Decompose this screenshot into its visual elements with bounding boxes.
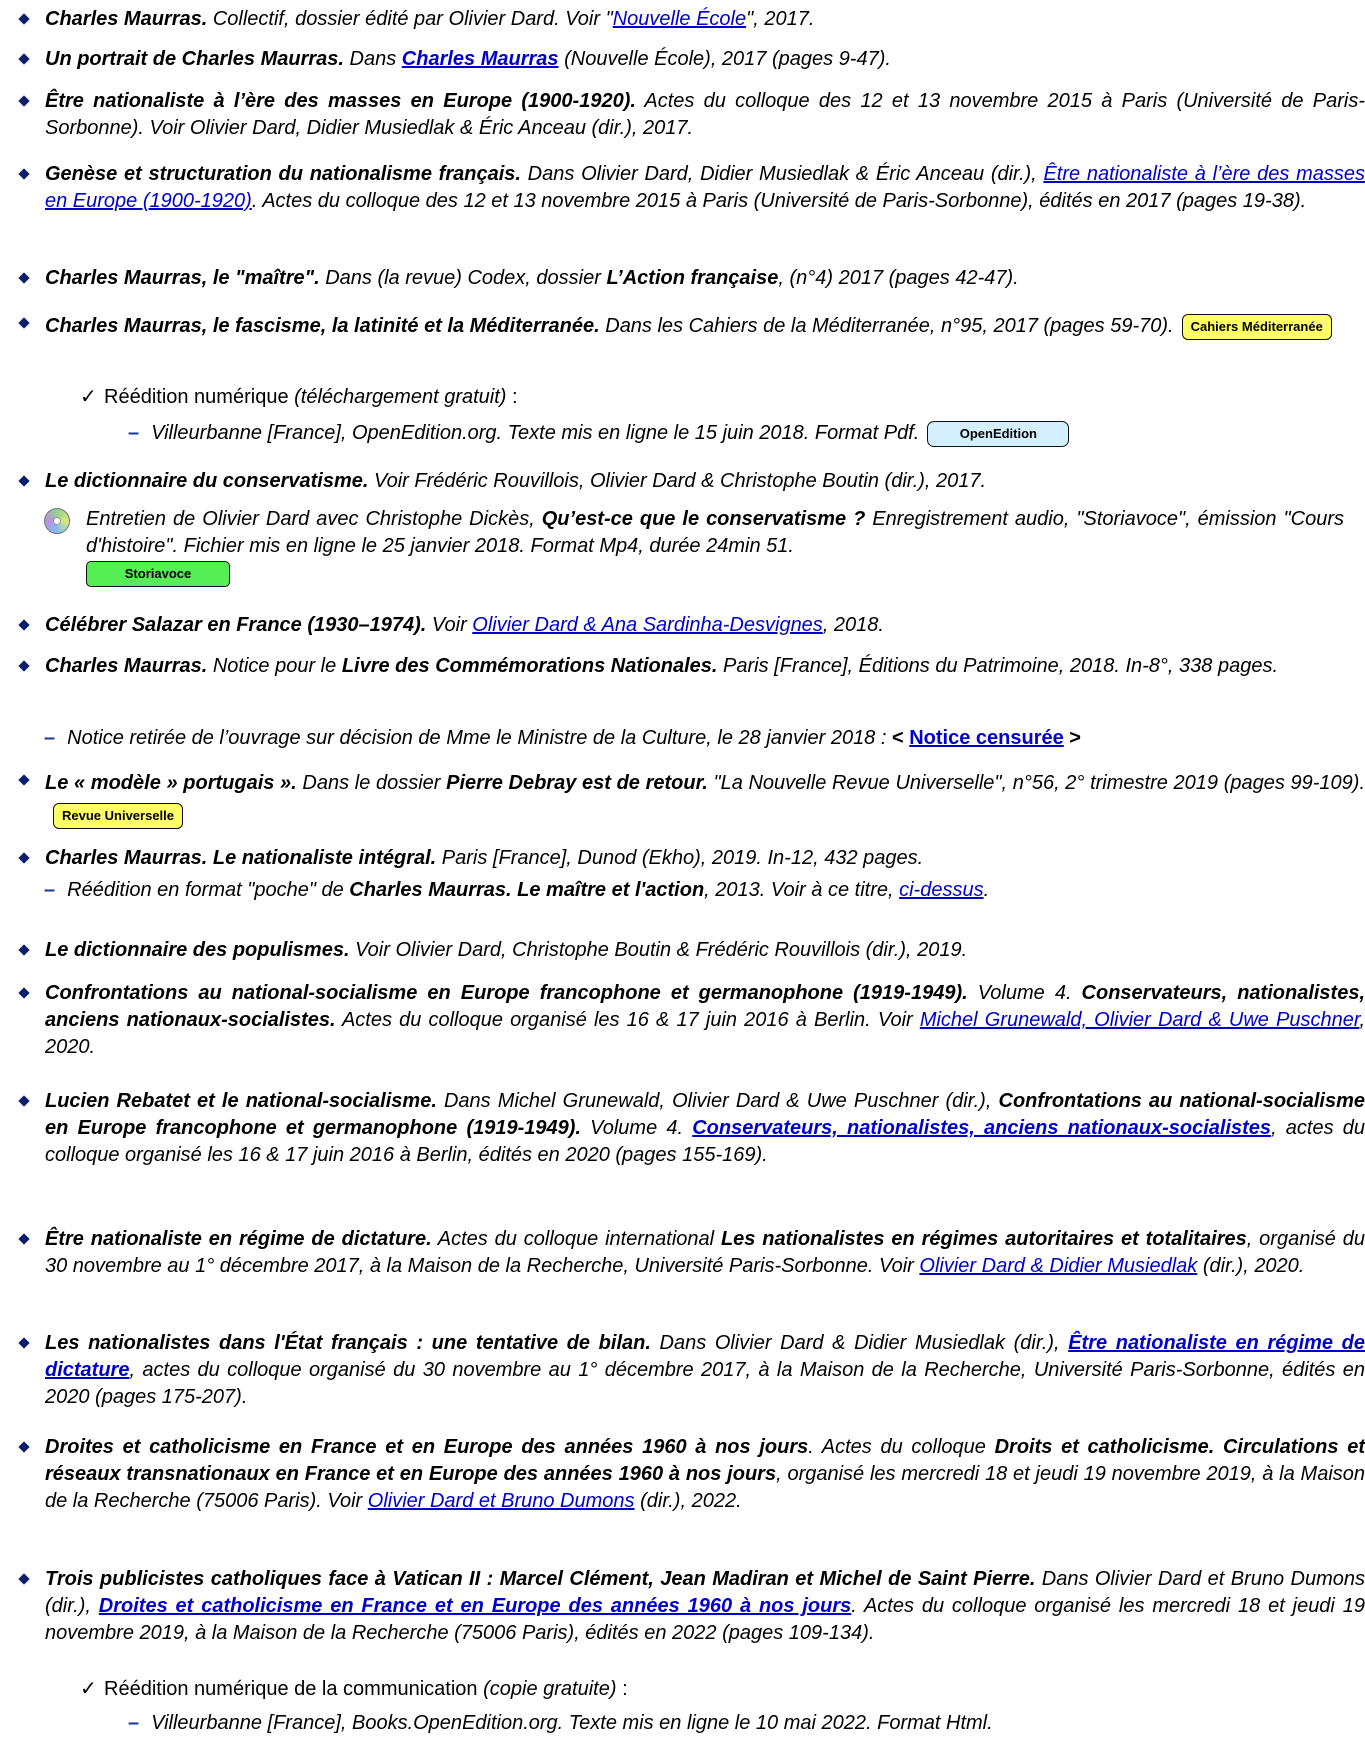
entry-title: Célébrer Salazar en France (1930–1974). [45,614,427,636]
bullet-icon [18,619,29,630]
entry-title: Charles Maurras. Le nationaliste intégral. [45,847,437,869]
entry-title: Charles Maurras, le fascisme, la latinité et la Méditerranée. [45,315,600,337]
entry-title: Le « modèle » portugais ». [45,772,297,794]
bullet-icon [18,53,29,64]
nouvelle-ecole-link[interactable]: Nouvelle École [612,8,747,30]
entry-title: Charles Maurras, le "maître". [45,267,320,289]
entry-title: Être nationaliste en régime de dictature. [45,1228,432,1250]
entry-text: Le dictionnaire du conservatisme. Voir Frédéric Rouvillois, Olivier Dard & Christophe Boutin (dir.), 2017. [45,470,987,492]
entry-text: Charles Maurras, le "maître". Dans (la revue) Codex, dossier L’Action française, (n°4) 2017 (pages 42-47). [45,267,1019,289]
sub-item: – Notice retirée de l’ouvrage sur décision de Mme le Ministre de la Culture, le 28 janvier 2018 : < Notice censurée > [44,727,1081,749]
entry-text: Le « modèle » portugais ». Dans le dossier Pierre Debray est de retour. "La Nouvelle Revue Universelle", n°56, 2° trimestre 2019 (pages 99-109).Revue Universelle [45,767,1365,831]
entry-title: Le dictionnaire des populismes. [45,939,350,961]
entry-text: Lucien Rebatet et le national-socialisme. Dans Michel Grunewald, Olivier Dard & Uwe Puschner (dir.), Confrontations au national-socialisme en Europe francophone et germanophone (1919-1949). Volume 4. Conservateurs, nationalistes, anciens nationaux-socialistes, actes du colloque organisé les 16 & 17 juin 2016 à Berlin, édités en 2020 (pages 155-169). [45,1090,1365,1166]
conservateurs-nationalistes-link[interactable]: Conservateurs, nationalistes, anciens nationaux-socialistes [692,1117,1272,1139]
entry-title: Droites et catholicisme en France et en Europe des années 1960 à nos jours [45,1436,809,1458]
audio-cd-icon [44,508,70,534]
entry-title: Confrontations au national-socialisme en Europe francophone et germanophone (1919-1949). [45,982,968,1004]
entry-title: Lucien Rebatet et le national-socialisme. [45,1090,437,1112]
sub-item: ✓ Réédition numérique de la communication (copie gratuite) : [80,1676,1340,1703]
bullet-icon [18,660,29,671]
entry-text: Les nationalistes dans l'État français : une tentative de bilan. Dans Olivier Dard & Didier Musiedlak (dir.), Être nationaliste en régime de dictature, actes du colloque organisé du 30 novembre au 1° décembre 2017, à la Maison de la Recherche, Université Paris-Sorbonne, édités en 2020 (pages 175-207). [45,1332,1365,1408]
dash-icon: – [44,727,56,749]
bullet-icon [18,944,29,955]
notice-censuree-link[interactable]: Notice censurée [909,727,1064,749]
bullet-icon [18,95,29,106]
sub-item: – Villeurbanne [France], Books.OpenEdition.org. Texte mis en ligne le 10 mai 2022. Format Html. [128,1712,993,1734]
sub-item: – Villeurbanne [France], OpenEdition.org. Texte mis en ligne le 15 juin 2018. Format Pdf. OpenEdition [128,420,1338,447]
revue-universelle-button[interactable]: Revue Universelle [53,803,183,829]
dash-icon: – [128,422,140,444]
bullet-icon [18,475,29,486]
dard-musiedlak-link[interactable]: Olivier Dard & Didier Musiedlak [919,1255,1198,1277]
bullet-icon [18,272,29,283]
charles-maurras-link[interactable]: Charles Maurras [401,48,559,70]
bullet-icon [18,987,29,998]
entry-text: Droites et catholicisme en France et en Europe des années 1960 à nos jours. Actes du colloque Droits et catholicisme. Circulations et réseaux transnationaux en France et en Europe des années 1960 à nos jours, organisé les mercredi 18 et jeudi 19 novembre 2019, à la Maison de la Recherche (75006 Paris). Voir Olivier Dard et Bruno Dumons (dir.), 2022. [45,1436,1365,1512]
sub-item: – Réédition en format "poche" de Charles Maurras. Le maître et l'action, 2013. Voir à ce titre, ci-dessus. [44,879,990,901]
bullet-icon [18,774,29,785]
etre-nationaliste-dictature-link[interactable]: Être nationaliste en régime de dictature [45,1332,1365,1381]
checkmark-icon: ✓ [80,1678,97,1700]
bullet-icon [18,852,29,863]
entry-text: Le dictionnaire des populismes. Voir Olivier Dard, Christophe Boutin & Frédéric Rouvillois (dir.), 2019. [45,939,968,961]
sub-item: Entretien de Olivier Dard avec Christophe Dickès, Qu’est-ce que le conservatisme ? Enregistrement audio, "Storiavoce", émission "Cours d'histoire". Fichier mis en ligne le 25 janvier 2018. Format Mp4, durée 24min 51. Storiavoce [44,506,1344,587]
entry-title: Être nationaliste à l’ère des masses en Europe (1900-1920). [45,90,636,112]
entry-title: Un portrait de Charles Maurras. [45,48,344,70]
entry-title: Les nationalistes dans l'État français : une tentative de bilan. [45,1332,651,1354]
dash-icon: – [128,1712,140,1734]
entry-text: Être nationaliste à l’ère des masses en Europe (1900-1920). Actes du colloque des 12 et 13 novembre 2015 à Paris (Université de Paris-Sorbonne). Voir Olivier Dard, Didier Musiedlak & Éric Anceau (dir.), 2017. [45,90,1365,139]
entry-text: Trois publicistes catholiques face à Vatican II : Marcel Clément, Jean Madiran et Michel de Saint Pierre. Dans Olivier Dard et Bruno Dumons (dir.), Droites et catholicisme en France et en Europe des années 1960 à nos jours. Actes du colloque organisé les mercredi 18 et jeudi 19 novembre 2019, à la Maison de la Recherche (75006 Paris), édités en 2022 (pages 109-134). [45,1568,1365,1644]
entry-text: Charles Maurras, le fascisme, la latinité et la Méditerranée. Dans les Cahiers de la Méditerranée, n°95, 2017 (pages 59-70). Cahiers Méditerranée [45,310,1365,342]
bullet-icon [18,317,29,328]
dard-sardinha-link[interactable]: Olivier Dard & Ana Sardinha-Desvignes [472,614,823,636]
cahiers-mediterranee-button[interactable]: Cahiers Méditerranée [1182,314,1332,340]
entry-text: Charles Maurras. Le nationaliste intégral. Paris [France], Dunod (Ekho), 2019. In-12, 432 pages. [45,847,924,869]
openedition-button[interactable]: OpenEdition [927,421,1069,447]
entry-text: Genèse et structuration du nationalisme français. Dans Olivier Dard, Didier Musiedlak & Éric Anceau (dir.), Être nationaliste à l’ère des masses en Europe (1900-1920). Actes du colloque des 12 et 13 novembre 2015 à Paris (Université de Paris-Sorbonne), édités en 2017 (pages 19-38). [45,163,1365,212]
bullet-icon [18,1095,29,1106]
dard-dumons-link[interactable]: Olivier Dard et Bruno Dumons [367,1490,635,1512]
entry-title: Le dictionnaire du conservatisme. [45,470,369,492]
dash-icon: – [44,879,56,901]
entry-text: Célébrer Salazar en France (1930–1974). Voir Olivier Dard & Ana Sardinha-Desvignes, 2018. [45,614,884,636]
etre-nationaliste-masses-link[interactable]: Être nationaliste à l’ère des masses en Europe (1900-1920) [45,163,1365,212]
ci-dessus-link[interactable]: ci-dessus [899,879,984,901]
entry-title: Genèse et structuration du nationalisme français. [45,163,521,185]
entry-text: Charles Maurras. Notice pour le Livre des Commémorations Nationales. Paris [France], Éditions du Patrimoine, 2018. In-8°, 338 pages. [45,655,1279,677]
bullet-icon [18,1233,29,1244]
entry-text: Un portrait de Charles Maurras. Dans Charles Maurras (Nouvelle École), 2017 (pages 9-47). [45,48,891,70]
entry-text: Charles Maurras. Collectif, dossier édité par Olivier Dard. Voir "Nouvelle École", 2017. [45,8,815,30]
entry-text: Confrontations au national-socialisme en Europe francophone et germanophone (1919-1949). Volume 4. Conservateurs, nationalistes, anciens nationaux-socialistes. Actes du colloque organisé les 16 & 17 juin 2016 à Berlin. Voir Michel Grunewald, Olivier Dard & Uwe Puschner, 2020. [45,982,1365,1058]
entry-title: Trois publicistes catholiques face à Vatican II : Marcel Clément, Jean Madiran et Michel de Saint Pierre. [45,1568,1036,1590]
droites-catholicisme-link[interactable]: Droites et catholicisme en France et en Europe des années 1960 à nos jours [98,1595,852,1617]
entry-title: Charles Maurras. [45,8,208,30]
entry-text: Être nationaliste en régime de dictature. Actes du colloque international Les nationalistes en régimes autoritaires et totalitaires, organisé du 30 novembre au 1° décembre 2017, à la Maison de la Recherche, Université Paris-Sorbonne. Voir Olivier Dard & Didier Musiedlak (dir.), 2020. [45,1228,1365,1277]
bullet-icon [18,1441,29,1452]
bullet-icon [18,1573,29,1584]
sub-item: ✓ Réédition numérique (téléchargement gratuit) : [80,384,1340,411]
storiavoce-button[interactable]: Storiavoce [86,561,230,587]
bullet-icon [18,168,29,179]
bullet-icon [18,1337,29,1348]
checkmark-icon: ✓ [80,386,97,408]
grunewald-dard-puschner-link[interactable]: Michel Grunewald, Olivier Dard & Uwe Puschner [919,1009,1360,1031]
bullet-icon [18,13,29,24]
entry-title: Charles Maurras. [45,655,208,677]
